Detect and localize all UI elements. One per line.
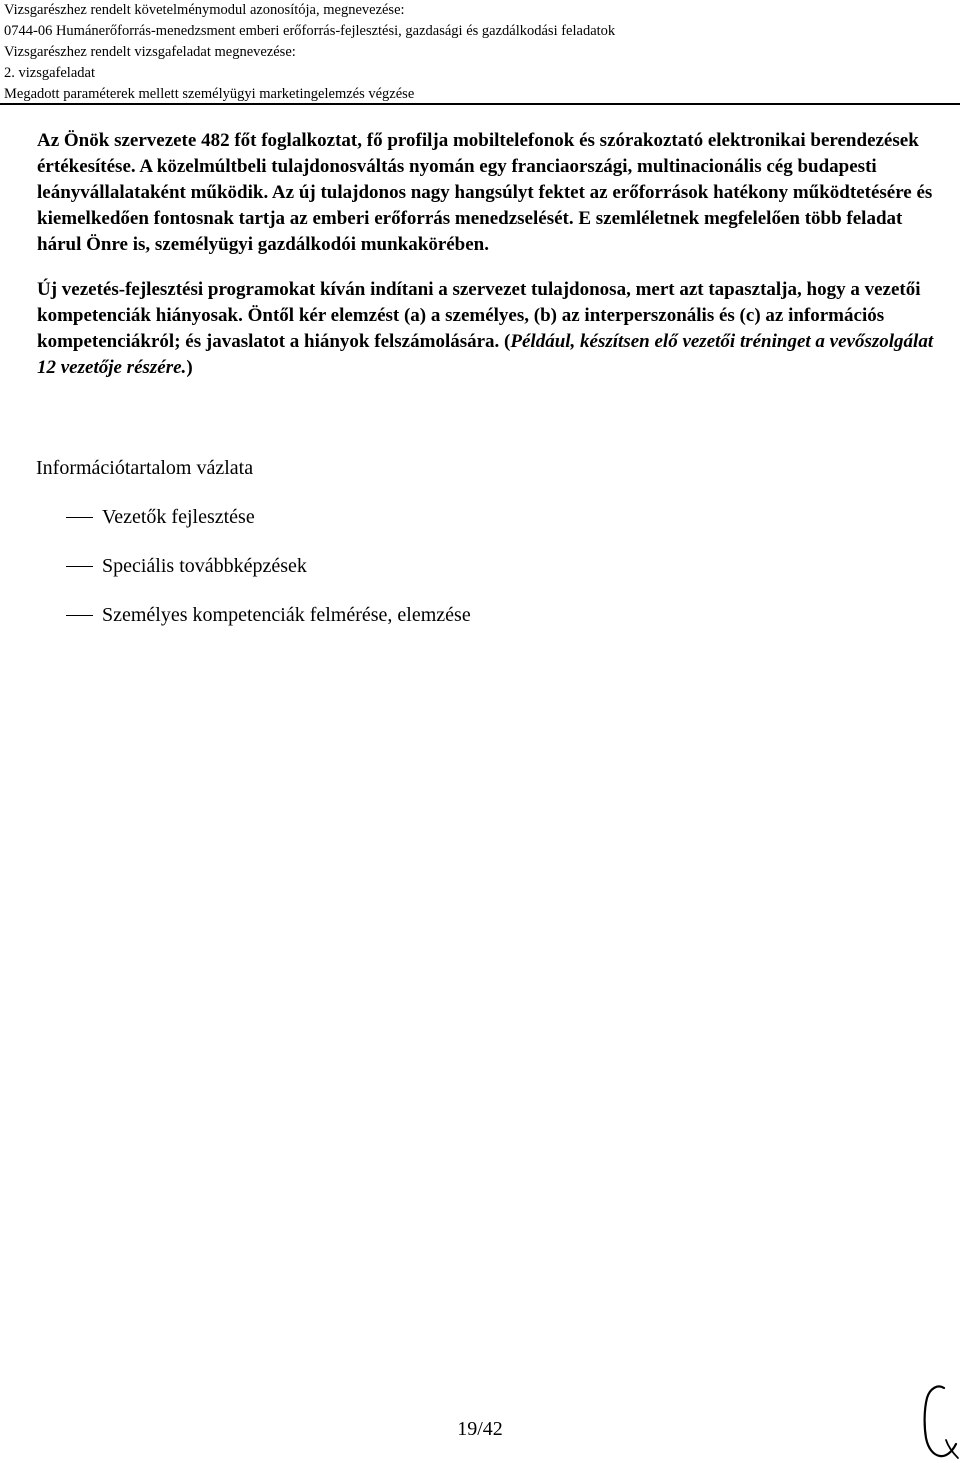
task-paragraph-1 bbox=[5, 128, 935, 258]
handwritten-signature bbox=[916, 1382, 960, 1463]
outline-list bbox=[36, 503, 916, 629]
document-header bbox=[4, 0, 956, 105]
header-line-5: Megadott paraméterek mellett személyügyi marketingelemzés végzése bbox=[4, 86, 415, 102]
task-section bbox=[5, 128, 935, 381]
list-item-label: Személyes kompetenciák felmérése, elemzése bbox=[102, 604, 471, 626]
header-line-1: Vizsgarészhez rendelt követelménymodul azonosítója, megnevezése: bbox=[4, 2, 405, 18]
task-paragraph-2 bbox=[5, 277, 935, 381]
header-line-3: Vizsgarészhez rendelt vizsgafeladat megnevezése: bbox=[4, 44, 296, 60]
task-number bbox=[5, 128, 37, 154]
header-divider bbox=[0, 103, 960, 105]
dash-bullet-icon bbox=[66, 517, 93, 518]
header-line-2: 0744-06 Humánerőforrás-menedzsment emberi erőforrás-fejlesztési, gazdasági és gazdálkodási feladatok bbox=[4, 23, 616, 39]
task-paragraph-1-text: Az Önök szervezete 482 főt foglalkoztat, fő profilja mobiltelefonok és szórakoztató elektronikai berendezések értékesítése. A közelmúltbeli tulajdonosváltás nyomán egy franciaországi, multinacionális cég budapesti leányvállalataként működik. Az új tulajdonos nagy hangsúlyt fektet az erőforrások hatékony működtetésére és kiemelkedően fontosnak tartja az emberi erőforrás menedzselését. E szemléletnek megfelelően több feladat hárul Önre is, személyügyi gazdálkodói munkakörében. bbox=[37, 130, 933, 255]
header-line-4: 2. vizsgafeladat bbox=[4, 65, 95, 81]
list-item bbox=[36, 552, 916, 580]
page-number: 19/42 bbox=[457, 1418, 503, 1440]
list-item bbox=[36, 503, 916, 531]
dash-bullet-icon bbox=[66, 566, 93, 567]
task-example: Például, készítsen elő vezetői tréninget a vevőszolgálat 12 vezetője részére. bbox=[37, 331, 934, 378]
outline-section bbox=[36, 454, 916, 650]
list-item bbox=[36, 601, 916, 629]
list-item-label: Vezetők fejlesztése bbox=[102, 506, 255, 528]
dash-bullet-icon bbox=[66, 615, 93, 616]
outline-title: Információtartalom vázlata bbox=[36, 457, 254, 479]
task-paragraph-2-end: ) bbox=[186, 357, 193, 378]
task-paragraph-2-text: Új vezetés-fejlesztési programokat kíván indítani a szervezet tulajdonosa, mert azt tapasztalja, hogy a vezetői kompetenciák hiányosak. Öntől kér elemzést (a) a személyes, (b) az interperszonális és (c) az információs kompetenciákról; és javaslatot a hiányok felszámolására. ( bbox=[37, 279, 921, 352]
list-item-label: Speciális továbbképzések bbox=[102, 555, 307, 577]
